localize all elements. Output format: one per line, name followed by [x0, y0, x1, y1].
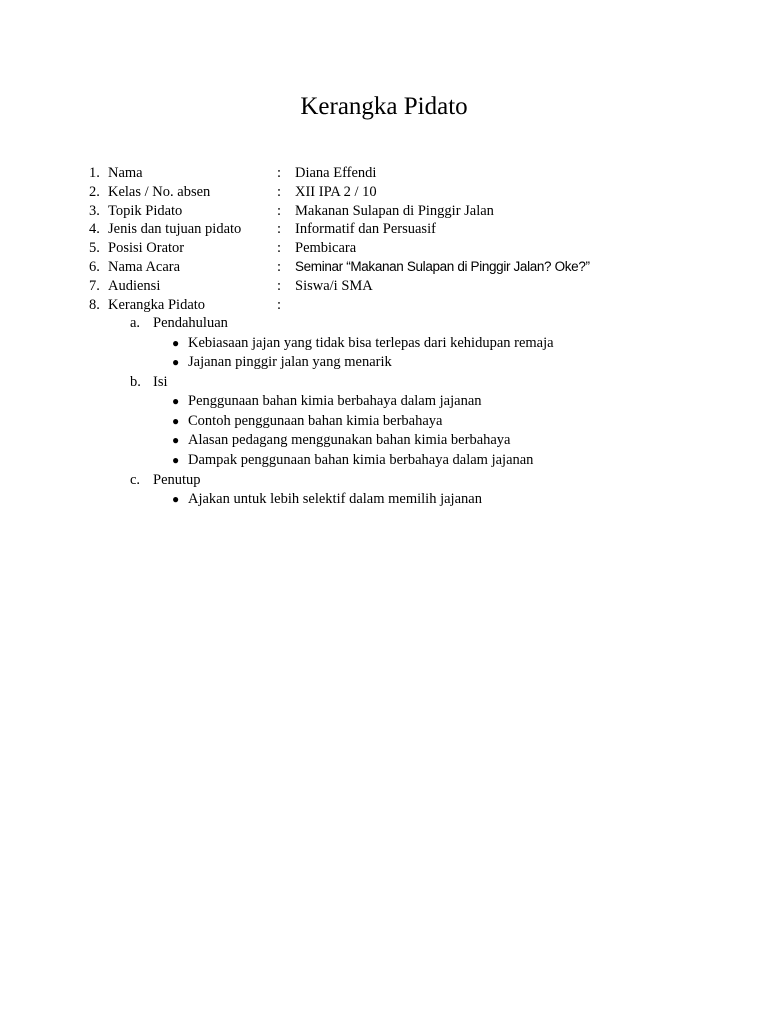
bullet-icon: ● — [172, 355, 180, 370]
field-row-jenis — [89, 220, 709, 239]
list-item-text: Ajakan untuk lebih selektif dalam memilih jajanan — [188, 491, 482, 508]
list-item-text: Alasan pedagang menggunakan bahan kimia berbahaya — [188, 432, 511, 449]
field-colon: : — [277, 202, 282, 219]
field-number: 2. — [89, 183, 100, 200]
field-value: Seminar “Makanan Sulapan di Pinggir Jalan? Oke?” — [295, 258, 590, 274]
section-heading-penutup — [130, 471, 710, 491]
field-value: Makanan Sulapan di Pinggir Jalan — [295, 202, 494, 219]
list-item-text: Penggunaan bahan kimia berbahaya dalam jajanan — [188, 393, 482, 410]
field-label: Audiensi — [108, 277, 161, 294]
section-label: Isi — [153, 373, 168, 390]
list-item — [130, 431, 710, 451]
document-title: Kerangka Pidato — [300, 93, 468, 120]
list-item — [130, 451, 710, 471]
field-label: Kerangka Pidato — [108, 296, 206, 313]
field-list — [89, 164, 709, 314]
bullet-icon: ● — [172, 335, 180, 350]
field-number: 7. — [89, 277, 100, 294]
field-label: Nama — [108, 165, 143, 181]
bullet-icon: ● — [172, 452, 180, 467]
field-number: 5. — [89, 240, 100, 257]
field-row-topik — [89, 202, 709, 221]
field-value: Pembicara — [295, 240, 357, 257]
list-item-text: Kebiasaan jajan yang tidak bisa terlepas dari kehidupan remaja — [188, 334, 554, 351]
field-value: Diana Effendi — [295, 165, 377, 181]
field-colon: : — [277, 165, 282, 181]
field-row-kelas — [89, 183, 709, 202]
field-row-nama — [89, 164, 709, 183]
field-colon: : — [277, 258, 282, 275]
field-colon: : — [277, 183, 282, 200]
section-label: Pendahuluan — [153, 315, 228, 331]
field-label: Kelas / No. absen — [108, 183, 211, 200]
field-value: Siswa/i SMA — [295, 277, 373, 294]
field-number: 3. — [89, 202, 100, 219]
list-item-text: Dampak penggunaan bahan kimia berbahaya dalam jajanan — [188, 451, 534, 468]
field-row-kerangka — [89, 296, 709, 315]
field-row-acara — [89, 258, 709, 277]
bullet-icon: ● — [172, 433, 180, 448]
field-value: Informatif dan Persuasif — [295, 221, 436, 238]
field-row-audiensi — [89, 277, 709, 296]
list-item — [130, 490, 710, 510]
field-label: Nama Acara — [108, 258, 181, 275]
list-item — [130, 353, 710, 373]
list-item — [130, 334, 710, 354]
section-heading-isi — [130, 373, 710, 393]
outline-sections — [130, 314, 710, 510]
section-letter: b. — [130, 373, 141, 390]
section-letter: a. — [130, 315, 141, 331]
field-number: 4. — [89, 221, 100, 238]
field-colon: : — [277, 277, 282, 294]
list-item-text: Contoh penggunaan bahan kimia berbahaya — [188, 412, 443, 429]
list-item — [130, 392, 710, 412]
field-number: 6. — [89, 258, 100, 275]
section-letter: c. — [130, 471, 141, 488]
field-label: Posisi Orator — [108, 240, 185, 257]
field-label: Jenis dan tujuan pidato — [108, 221, 242, 238]
field-number: 1. — [89, 165, 100, 181]
field-colon: : — [277, 240, 282, 257]
bullet-icon: ● — [172, 413, 180, 428]
field-colon: : — [277, 296, 282, 313]
list-item — [130, 412, 710, 432]
list-item-text: Jajanan pinggir jalan yang menarik — [188, 354, 392, 371]
field-colon: : — [277, 221, 282, 238]
bullet-icon: ● — [172, 492, 180, 507]
bullet-icon: ● — [172, 394, 180, 409]
field-number: 8. — [89, 296, 100, 313]
field-value: XII IPA 2 / 10 — [295, 183, 377, 200]
section-heading-pendahuluan — [130, 314, 710, 334]
field-row-posisi — [89, 239, 709, 258]
section-label: Penutup — [153, 471, 201, 488]
field-label: Topik Pidato — [108, 202, 183, 219]
